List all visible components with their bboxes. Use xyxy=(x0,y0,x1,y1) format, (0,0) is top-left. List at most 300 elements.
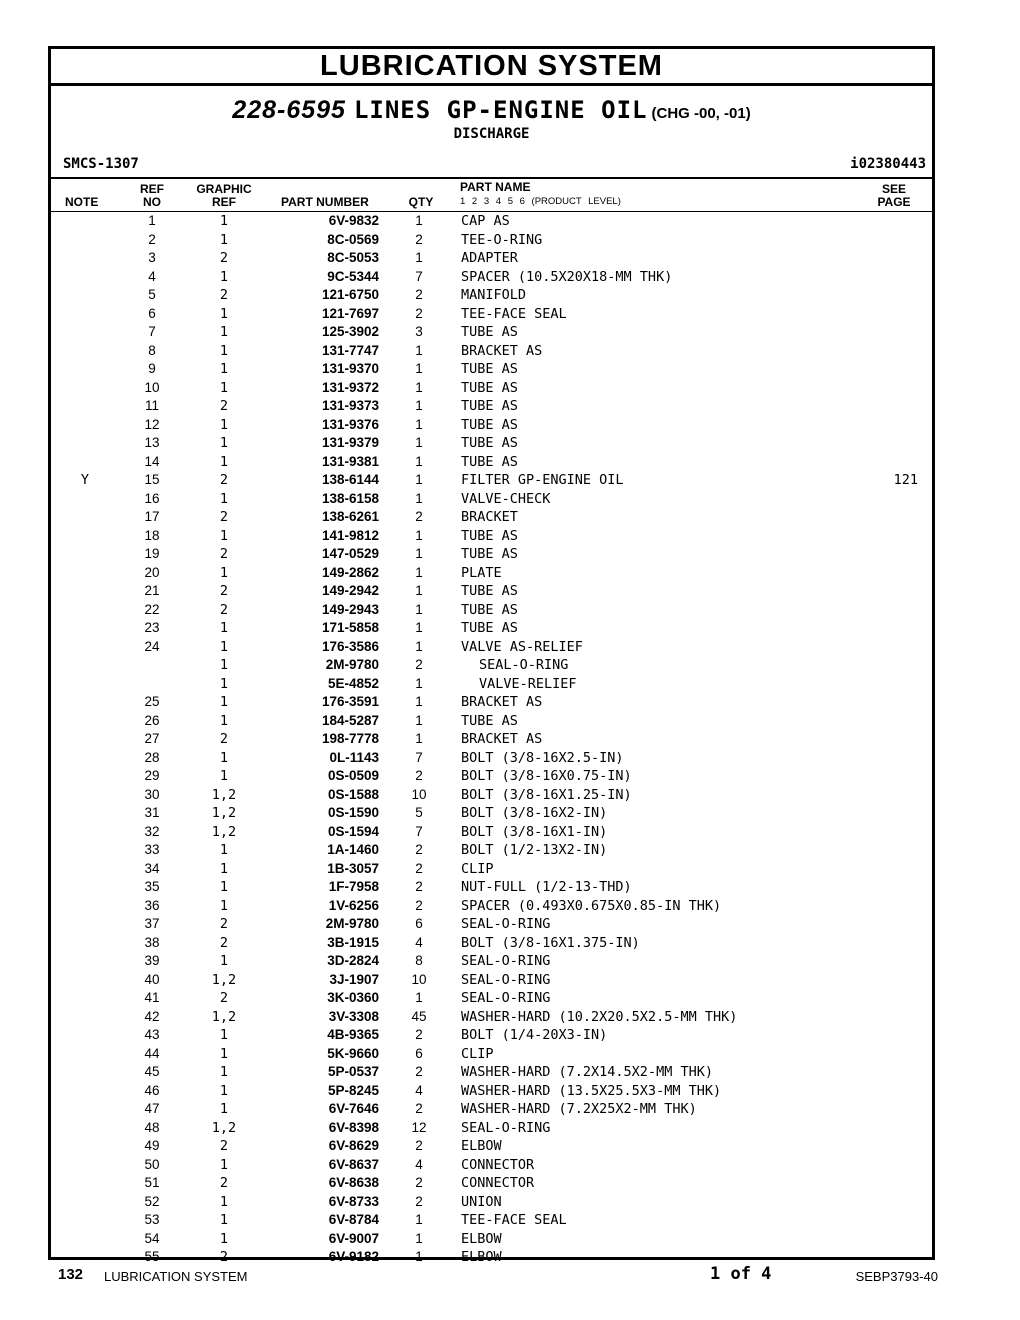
graphic-ref-cell: 2 xyxy=(219,601,229,618)
part-number-cell: 6V-9007 xyxy=(328,1230,379,1246)
part-number-cell: 6V-8637 xyxy=(328,1156,379,1172)
col-see-header-top: SEE xyxy=(881,182,906,196)
part-name-cell: FILTER GP-ENGINE OIL xyxy=(461,472,624,488)
qty-cell: 1 xyxy=(415,1212,423,1227)
part-name-cell: WASHER-HARD (7.2X25X2-MM THK) xyxy=(461,1101,697,1117)
ref-no-cell: 48 xyxy=(144,1119,160,1135)
graphic-ref-cell: 1 xyxy=(219,1212,229,1228)
part-number-cell: 138-6158 xyxy=(321,490,379,506)
part-number-cell: 8C-0569 xyxy=(327,231,379,247)
table-row xyxy=(51,582,932,601)
table-row xyxy=(51,619,932,638)
part-name-cell: TEE-FACE SEAL xyxy=(461,305,567,322)
part-number-cell: 5P-0537 xyxy=(327,1064,379,1079)
col-qty-header: QTY xyxy=(408,195,434,209)
smcs-code: SMCS-1307 xyxy=(63,156,139,172)
graphic-ref-cell: 1 xyxy=(219,638,229,655)
graphic-ref-cell: 1 xyxy=(219,1193,229,1210)
part-name-cell: BOLT (3/8-16X1-IN) xyxy=(461,823,608,840)
part-name-cell: TUBE AS xyxy=(461,361,518,377)
document-id: SEBP3793-40 xyxy=(855,1269,938,1284)
part-name-cell: TUBE AS xyxy=(461,527,518,544)
part-number-cell: 176-3586 xyxy=(321,638,379,654)
ref-no-cell: 20 xyxy=(144,564,160,580)
part-number-cell: 121-7697 xyxy=(321,305,379,321)
qty-cell: 2 xyxy=(415,768,423,783)
qty-cell: 5 xyxy=(415,805,423,820)
part-name-cell: BOLT (3/8-16X2.5-IN) xyxy=(461,749,624,766)
part-name-cell: BRACKET AS xyxy=(461,342,543,359)
part-number-cell: 3K-0360 xyxy=(327,990,379,1005)
table-row xyxy=(51,767,932,786)
graphic-ref-cell: 2 xyxy=(219,1249,229,1265)
table-row xyxy=(51,490,932,509)
ref-no-cell: 6 xyxy=(148,305,156,321)
ref-no-cell: 30 xyxy=(144,786,160,802)
ref-no-cell: 18 xyxy=(144,527,160,543)
part-number-cell: 121-6750 xyxy=(321,287,379,302)
section-title: LUBRICATION SYSTEM xyxy=(320,49,663,82)
qty-cell: 1 xyxy=(415,675,423,691)
table-row xyxy=(51,1119,932,1138)
graphic-ref-cell: 1 xyxy=(219,712,229,729)
table-row xyxy=(51,749,932,768)
qty-cell: 2 xyxy=(415,1193,423,1209)
part-number-cell: 131-9381 xyxy=(321,453,379,469)
page-of-indicator: 1 of 4 xyxy=(710,1264,772,1284)
graphic-ref-cell: 1 xyxy=(219,342,229,359)
ref-no-cell: 15 xyxy=(144,472,160,487)
table-row xyxy=(51,786,932,805)
illustration-id: i02380443 xyxy=(850,156,926,172)
table-row xyxy=(51,1008,932,1027)
part-name-cell: SEAL-O-RING xyxy=(461,990,551,1006)
graphic-ref-cell: 1,2 xyxy=(211,805,237,821)
table-row xyxy=(51,915,932,934)
part-name-cell: BOLT (3/8-16X2-IN) xyxy=(461,805,608,821)
qty-cell: 7 xyxy=(415,749,423,765)
table-row xyxy=(51,1082,932,1101)
part-name-cell: SEAL-O-RING xyxy=(461,916,551,932)
graphic-ref-cell: 1 xyxy=(219,1027,229,1043)
ref-no-cell: 36 xyxy=(144,897,160,913)
qty-cell: 10 xyxy=(411,971,427,987)
part-name-cell: SEAL-O-RING xyxy=(461,971,551,988)
part-number-cell: 131-9376 xyxy=(321,416,379,432)
table-row xyxy=(51,804,932,823)
part-number-cell: 0S-1588 xyxy=(327,786,379,802)
table-row xyxy=(51,527,932,546)
qty-cell: 7 xyxy=(415,268,423,284)
part-number-cell: 3B-1915 xyxy=(327,934,379,950)
ref-no-cell: 22 xyxy=(144,601,160,617)
part-number-cell: 1A-1460 xyxy=(327,842,379,857)
part-name-cell: TUBE AS xyxy=(461,546,518,562)
part-name-cell: TUBE AS xyxy=(461,398,518,414)
part-number-cell: 131-7747 xyxy=(321,342,379,358)
ref-no-cell: 55 xyxy=(144,1249,160,1264)
part-name-cell: NUT-FULL (1/2-13-THD) xyxy=(461,879,632,895)
part-name-cell: CLIP xyxy=(461,860,494,877)
ref-no-cell: 35 xyxy=(144,879,160,894)
ref-no-cell: 54 xyxy=(144,1230,160,1246)
graphic-ref-cell: 1 xyxy=(219,527,229,544)
ref-no-cell: 45 xyxy=(144,1064,160,1079)
part-number-cell: 6V-8398 xyxy=(328,1119,379,1135)
qty-cell: 1 xyxy=(415,583,423,598)
table-row xyxy=(51,601,932,620)
graphic-ref-cell: 1 xyxy=(219,268,229,285)
qty-cell: 1 xyxy=(415,564,423,580)
part-name-cell: BOLT (3/8-16X1.375-IN) xyxy=(461,934,640,951)
part-name-cell: TUBE AS xyxy=(461,435,518,451)
table-row xyxy=(51,675,932,694)
part-name-cell: WASHER-HARD (13.5X25.5X3-MM THK) xyxy=(461,1082,722,1099)
ref-no-cell: 27 xyxy=(144,731,160,746)
part-number-cell: 0S-0509 xyxy=(327,768,379,783)
ref-no-cell: 32 xyxy=(144,823,160,839)
qty-cell: 2 xyxy=(415,860,423,876)
part-number-cell: 2M-9780 xyxy=(325,916,379,931)
col-see-header-bottom: PAGE xyxy=(877,195,911,209)
table-row xyxy=(51,1230,932,1249)
table-row xyxy=(51,934,932,953)
qty-cell: 2 xyxy=(415,657,423,672)
graphic-ref-cell: 1 xyxy=(219,453,229,470)
table-row xyxy=(51,453,932,472)
table-row xyxy=(51,823,932,842)
graphic-ref-cell: 1 xyxy=(219,694,229,710)
qty-cell: 1 xyxy=(415,731,423,746)
part-name-cell: TUBE AS xyxy=(461,324,518,340)
product-level-labels: 1 2 3 4 5 6 (PRODUCT LEVEL) xyxy=(460,196,621,207)
part-name-cell: SEAL-O-RING xyxy=(461,1119,551,1136)
ref-no-cell: 2 xyxy=(148,231,156,247)
graphic-ref-cell: 1 xyxy=(219,213,229,229)
ref-no-cell: 16 xyxy=(144,490,160,506)
graphic-ref-cell: 1 xyxy=(219,435,229,451)
graphic-ref-cell: 1 xyxy=(219,749,229,766)
ref-no-cell: 17 xyxy=(144,509,160,524)
table-row xyxy=(51,231,932,250)
graphic-ref-cell: 1 xyxy=(219,879,229,895)
table-row xyxy=(51,971,932,990)
ref-no-cell: 19 xyxy=(144,546,160,561)
table-row xyxy=(51,841,932,860)
qty-cell: 2 xyxy=(415,1101,423,1116)
graphic-ref-cell: 1 xyxy=(219,379,229,396)
ref-no-cell: 31 xyxy=(144,805,160,820)
qty-cell: 1 xyxy=(415,379,423,395)
ref-no-cell: 28 xyxy=(144,749,160,765)
part-number-cell: 6V-8629 xyxy=(328,1138,379,1153)
graphic-ref-cell: 1,2 xyxy=(211,786,237,803)
part-number-cell: 138-6261 xyxy=(321,509,379,524)
graphic-ref-cell: 1 xyxy=(219,564,229,581)
part-name-cell: CONNECTOR xyxy=(461,1156,535,1173)
part-number-cell: 198-7778 xyxy=(321,731,379,746)
part-name-cell: TUBE AS xyxy=(461,583,518,599)
ref-no-cell: 26 xyxy=(144,712,160,728)
graphic-ref-cell: 2 xyxy=(219,509,229,525)
table-row xyxy=(51,878,932,897)
graphic-ref-cell: 1 xyxy=(219,231,229,248)
graphic-ref-cell: 2 xyxy=(219,934,229,951)
graphic-ref-cell: 1 xyxy=(219,1082,229,1099)
part-name-cell: ELBOW xyxy=(461,1230,502,1247)
part-name-cell: VALVE-CHECK xyxy=(461,490,551,507)
table-row xyxy=(51,860,932,879)
graphic-ref-cell: 2 xyxy=(219,990,229,1006)
part-number-cell: 149-2862 xyxy=(321,564,379,580)
part-name-cell: MANIFOLD xyxy=(461,287,527,303)
part-name-cell: SEAL-O-RING xyxy=(479,657,569,673)
ref-no-cell: 1 xyxy=(148,213,156,228)
qty-cell: 7 xyxy=(415,823,423,839)
graphic-ref-cell: 1 xyxy=(219,490,229,507)
graphic-ref-cell: 2 xyxy=(219,583,229,599)
part-name-cell: PLATE xyxy=(461,564,502,581)
table-row xyxy=(51,952,932,971)
part-number-cell: 176-3591 xyxy=(321,694,379,709)
graphic-ref-cell: 2 xyxy=(219,546,229,562)
table-row xyxy=(51,1100,932,1119)
table-row xyxy=(51,379,932,398)
graphic-ref-cell: 2 xyxy=(219,916,229,932)
footer-section-title: LUBRICATION SYSTEM xyxy=(104,1269,248,1284)
table-row xyxy=(51,268,932,287)
part-name-cell: TUBE AS xyxy=(461,416,518,433)
part-number-cell: 3D-2824 xyxy=(327,953,379,968)
part-number-cell: 5K-9660 xyxy=(327,1045,379,1061)
part-number-cell: 5E-4852 xyxy=(327,675,379,691)
part-number-cell: 0L-1143 xyxy=(329,749,379,765)
graphic-ref-cell: 1 xyxy=(219,1064,229,1080)
section-title-band xyxy=(51,49,932,86)
column-header-row xyxy=(51,179,932,212)
qty-cell: 1 xyxy=(415,398,423,413)
graphic-ref-cell: 1 xyxy=(219,1045,229,1062)
graphic-ref-cell: 1 xyxy=(219,416,229,433)
table-row xyxy=(51,1026,932,1045)
table-row xyxy=(51,730,932,749)
table-row xyxy=(51,656,932,675)
qty-cell: 1 xyxy=(415,638,423,654)
group-title-line xyxy=(51,96,932,125)
part-name-cell: TUBE AS xyxy=(461,712,518,729)
table-row xyxy=(51,545,932,564)
ref-no-cell: 46 xyxy=(144,1082,160,1098)
qty-cell: 1 xyxy=(415,472,423,487)
group-number: 228-6595 xyxy=(232,96,346,124)
ref-no-cell: 23 xyxy=(144,620,160,635)
graphic-ref-cell: 1 xyxy=(219,1230,229,1247)
ref-no-cell: 51 xyxy=(144,1175,160,1190)
part-name-cell: BRACKET AS xyxy=(461,731,543,747)
table-row xyxy=(51,989,932,1008)
part-name-cell: TUBE AS xyxy=(461,620,518,636)
group-subtitle: DISCHARGE xyxy=(453,126,530,142)
page-footer xyxy=(0,1266,1020,1290)
table-row xyxy=(51,638,932,657)
graphic-ref-cell: 1 xyxy=(219,361,229,377)
part-number-cell: 125-3902 xyxy=(321,324,379,339)
part-name-cell: TUBE AS xyxy=(461,453,518,470)
graphic-ref-cell: 1 xyxy=(219,953,229,969)
table-row xyxy=(51,305,932,324)
col-note-header: NOTE xyxy=(65,195,99,209)
ref-no-cell: 10 xyxy=(144,379,160,395)
ref-no-cell: 44 xyxy=(144,1045,160,1061)
part-name-cell: CONNECTOR xyxy=(461,1175,535,1191)
part-name-cell: BRACKET AS xyxy=(461,694,543,710)
qty-cell: 4 xyxy=(415,1082,423,1098)
group-name: LINES GP-ENGINE OIL xyxy=(353,96,648,124)
col-graphic-header-bottom: REF xyxy=(212,195,236,209)
qty-cell: 1 xyxy=(415,712,423,728)
part-number-cell: 4B-9365 xyxy=(327,1027,379,1042)
graphic-ref-cell: 1,2 xyxy=(211,823,237,840)
qty-cell: 4 xyxy=(415,1156,423,1172)
graphic-ref-cell: 1 xyxy=(219,324,229,340)
part-name-cell: UNION xyxy=(461,1193,502,1210)
ref-no-cell: 13 xyxy=(144,435,160,450)
table-row xyxy=(51,212,932,231)
qty-cell: 2 xyxy=(415,305,423,321)
ref-no-cell: 42 xyxy=(144,1008,160,1024)
ref-no-cell: 47 xyxy=(144,1101,160,1116)
ref-no-cell: 3 xyxy=(148,250,156,265)
ref-no-cell: 11 xyxy=(144,398,159,413)
part-name-cell: SPACER (0.493X0.675X0.85-IN THK) xyxy=(461,897,722,914)
part-number-cell: 171-5858 xyxy=(321,620,379,635)
ref-no-cell: 12 xyxy=(144,416,160,432)
qty-cell: 1 xyxy=(415,250,423,265)
part-name-cell: WASHER-HARD (7.2X14.5X2-MM THK) xyxy=(461,1064,713,1080)
table-row xyxy=(51,1063,932,1082)
col-graphic-header-top: GRAPHIC xyxy=(196,182,252,196)
ref-no-cell: 41 xyxy=(144,990,160,1005)
part-number-cell: 131-9370 xyxy=(321,361,379,376)
part-number-cell: 3V-3308 xyxy=(328,1008,379,1024)
ref-no-cell: 43 xyxy=(144,1027,160,1042)
col-part-name-header: PART NAME xyxy=(460,180,531,194)
part-number-cell: 149-2943 xyxy=(321,601,379,617)
part-number-cell: 6V-8638 xyxy=(328,1175,379,1190)
table-row xyxy=(51,564,932,583)
qty-cell: 1 xyxy=(415,453,423,469)
ref-no-cell: 38 xyxy=(144,934,160,950)
qty-cell: 2 xyxy=(415,509,423,524)
part-number-cell: 1F-7958 xyxy=(328,879,379,894)
qty-cell: 1 xyxy=(415,601,423,617)
qty-cell: 6 xyxy=(415,916,423,931)
graphic-ref-cell: 1 xyxy=(219,842,229,858)
qty-cell: 3 xyxy=(415,324,423,339)
ref-no-cell: 33 xyxy=(144,842,160,857)
table-row xyxy=(51,416,932,435)
qty-cell: 1 xyxy=(415,342,423,358)
graphic-ref-cell: 2 xyxy=(219,472,229,488)
graphic-ref-cell: 1 xyxy=(219,620,229,636)
qty-cell: 1 xyxy=(415,620,423,635)
part-number-cell: 141-9812 xyxy=(321,527,379,543)
col-ref-header-bottom: NO xyxy=(143,195,161,209)
ref-no-cell: 5 xyxy=(148,287,156,302)
part-number-cell: 0S-1590 xyxy=(327,805,379,820)
qty-cell: 2 xyxy=(415,1027,423,1042)
part-number-cell: 149-2942 xyxy=(321,583,379,598)
ref-no-cell: 53 xyxy=(144,1212,160,1227)
part-number-cell: 0S-1594 xyxy=(327,823,379,839)
qty-cell: 2 xyxy=(415,287,423,302)
group-header xyxy=(51,86,932,179)
graphic-ref-cell: 1 xyxy=(219,1101,229,1117)
part-name-cell: BOLT (3/8-16X0.75-IN) xyxy=(461,768,632,784)
graphic-ref-cell: 1 xyxy=(219,657,229,673)
part-number-cell: 6V-9182 xyxy=(328,1249,379,1264)
part-number-cell: 6V-8733 xyxy=(328,1193,379,1209)
table-row xyxy=(51,1248,932,1267)
page-number: 132 xyxy=(58,1266,84,1283)
qty-cell: 2 xyxy=(415,1064,423,1079)
part-name-cell: BOLT (1/2-13X2-IN) xyxy=(461,842,608,858)
part-name-cell: WASHER-HARD (10.2X20.5X2.5-MM THK) xyxy=(461,1008,738,1025)
ref-no-cell: 4 xyxy=(148,268,156,284)
note-cell: Y xyxy=(80,472,90,488)
graphic-ref-cell: 2 xyxy=(219,287,229,303)
part-number-cell: 147-0529 xyxy=(321,546,379,561)
ref-no-cell: 21 xyxy=(144,583,160,598)
qty-cell: 1 xyxy=(415,1249,423,1264)
table-row xyxy=(51,1137,932,1156)
qty-cell: 45 xyxy=(411,1008,427,1024)
ref-no-cell: 40 xyxy=(144,971,160,987)
qty-cell: 1 xyxy=(415,527,423,543)
part-name-cell: CLIP xyxy=(461,1045,494,1062)
qty-cell: 1 xyxy=(415,213,423,228)
table-row xyxy=(51,1045,932,1064)
qty-cell: 1 xyxy=(415,416,423,432)
part-number-cell: 6V-9832 xyxy=(328,213,379,228)
graphic-ref-cell: 2 xyxy=(219,1138,229,1154)
graphic-ref-cell: 1 xyxy=(219,860,229,877)
qty-cell: 2 xyxy=(415,1175,423,1190)
table-row xyxy=(51,693,932,712)
graphic-ref-cell: 1 xyxy=(219,305,229,322)
part-number-cell: 8C-5053 xyxy=(327,250,379,265)
ref-no-cell: 37 xyxy=(144,916,160,931)
qty-cell: 1 xyxy=(415,694,423,709)
qty-cell: 1 xyxy=(415,361,423,376)
qty-cell: 2 xyxy=(415,897,423,913)
table-row xyxy=(51,508,932,527)
part-number-cell: 131-9379 xyxy=(321,435,379,450)
qty-cell: 1 xyxy=(415,1230,423,1246)
ref-no-cell: 14 xyxy=(144,453,160,469)
qty-cell: 4 xyxy=(415,934,423,950)
qty-cell: 2 xyxy=(415,231,423,247)
table-row xyxy=(51,1156,932,1175)
qty-cell: 6 xyxy=(415,1045,423,1061)
part-name-cell: VALVE-RELIEF xyxy=(479,675,577,692)
part-number-cell: 6V-7646 xyxy=(328,1101,379,1116)
part-number-cell: 1B-3057 xyxy=(327,860,379,876)
qty-cell: 10 xyxy=(411,786,427,802)
part-name-cell: SEAL-O-RING xyxy=(461,953,551,969)
part-number-cell: 2M-9780 xyxy=(325,657,379,672)
graphic-ref-cell: 1 xyxy=(219,897,229,914)
